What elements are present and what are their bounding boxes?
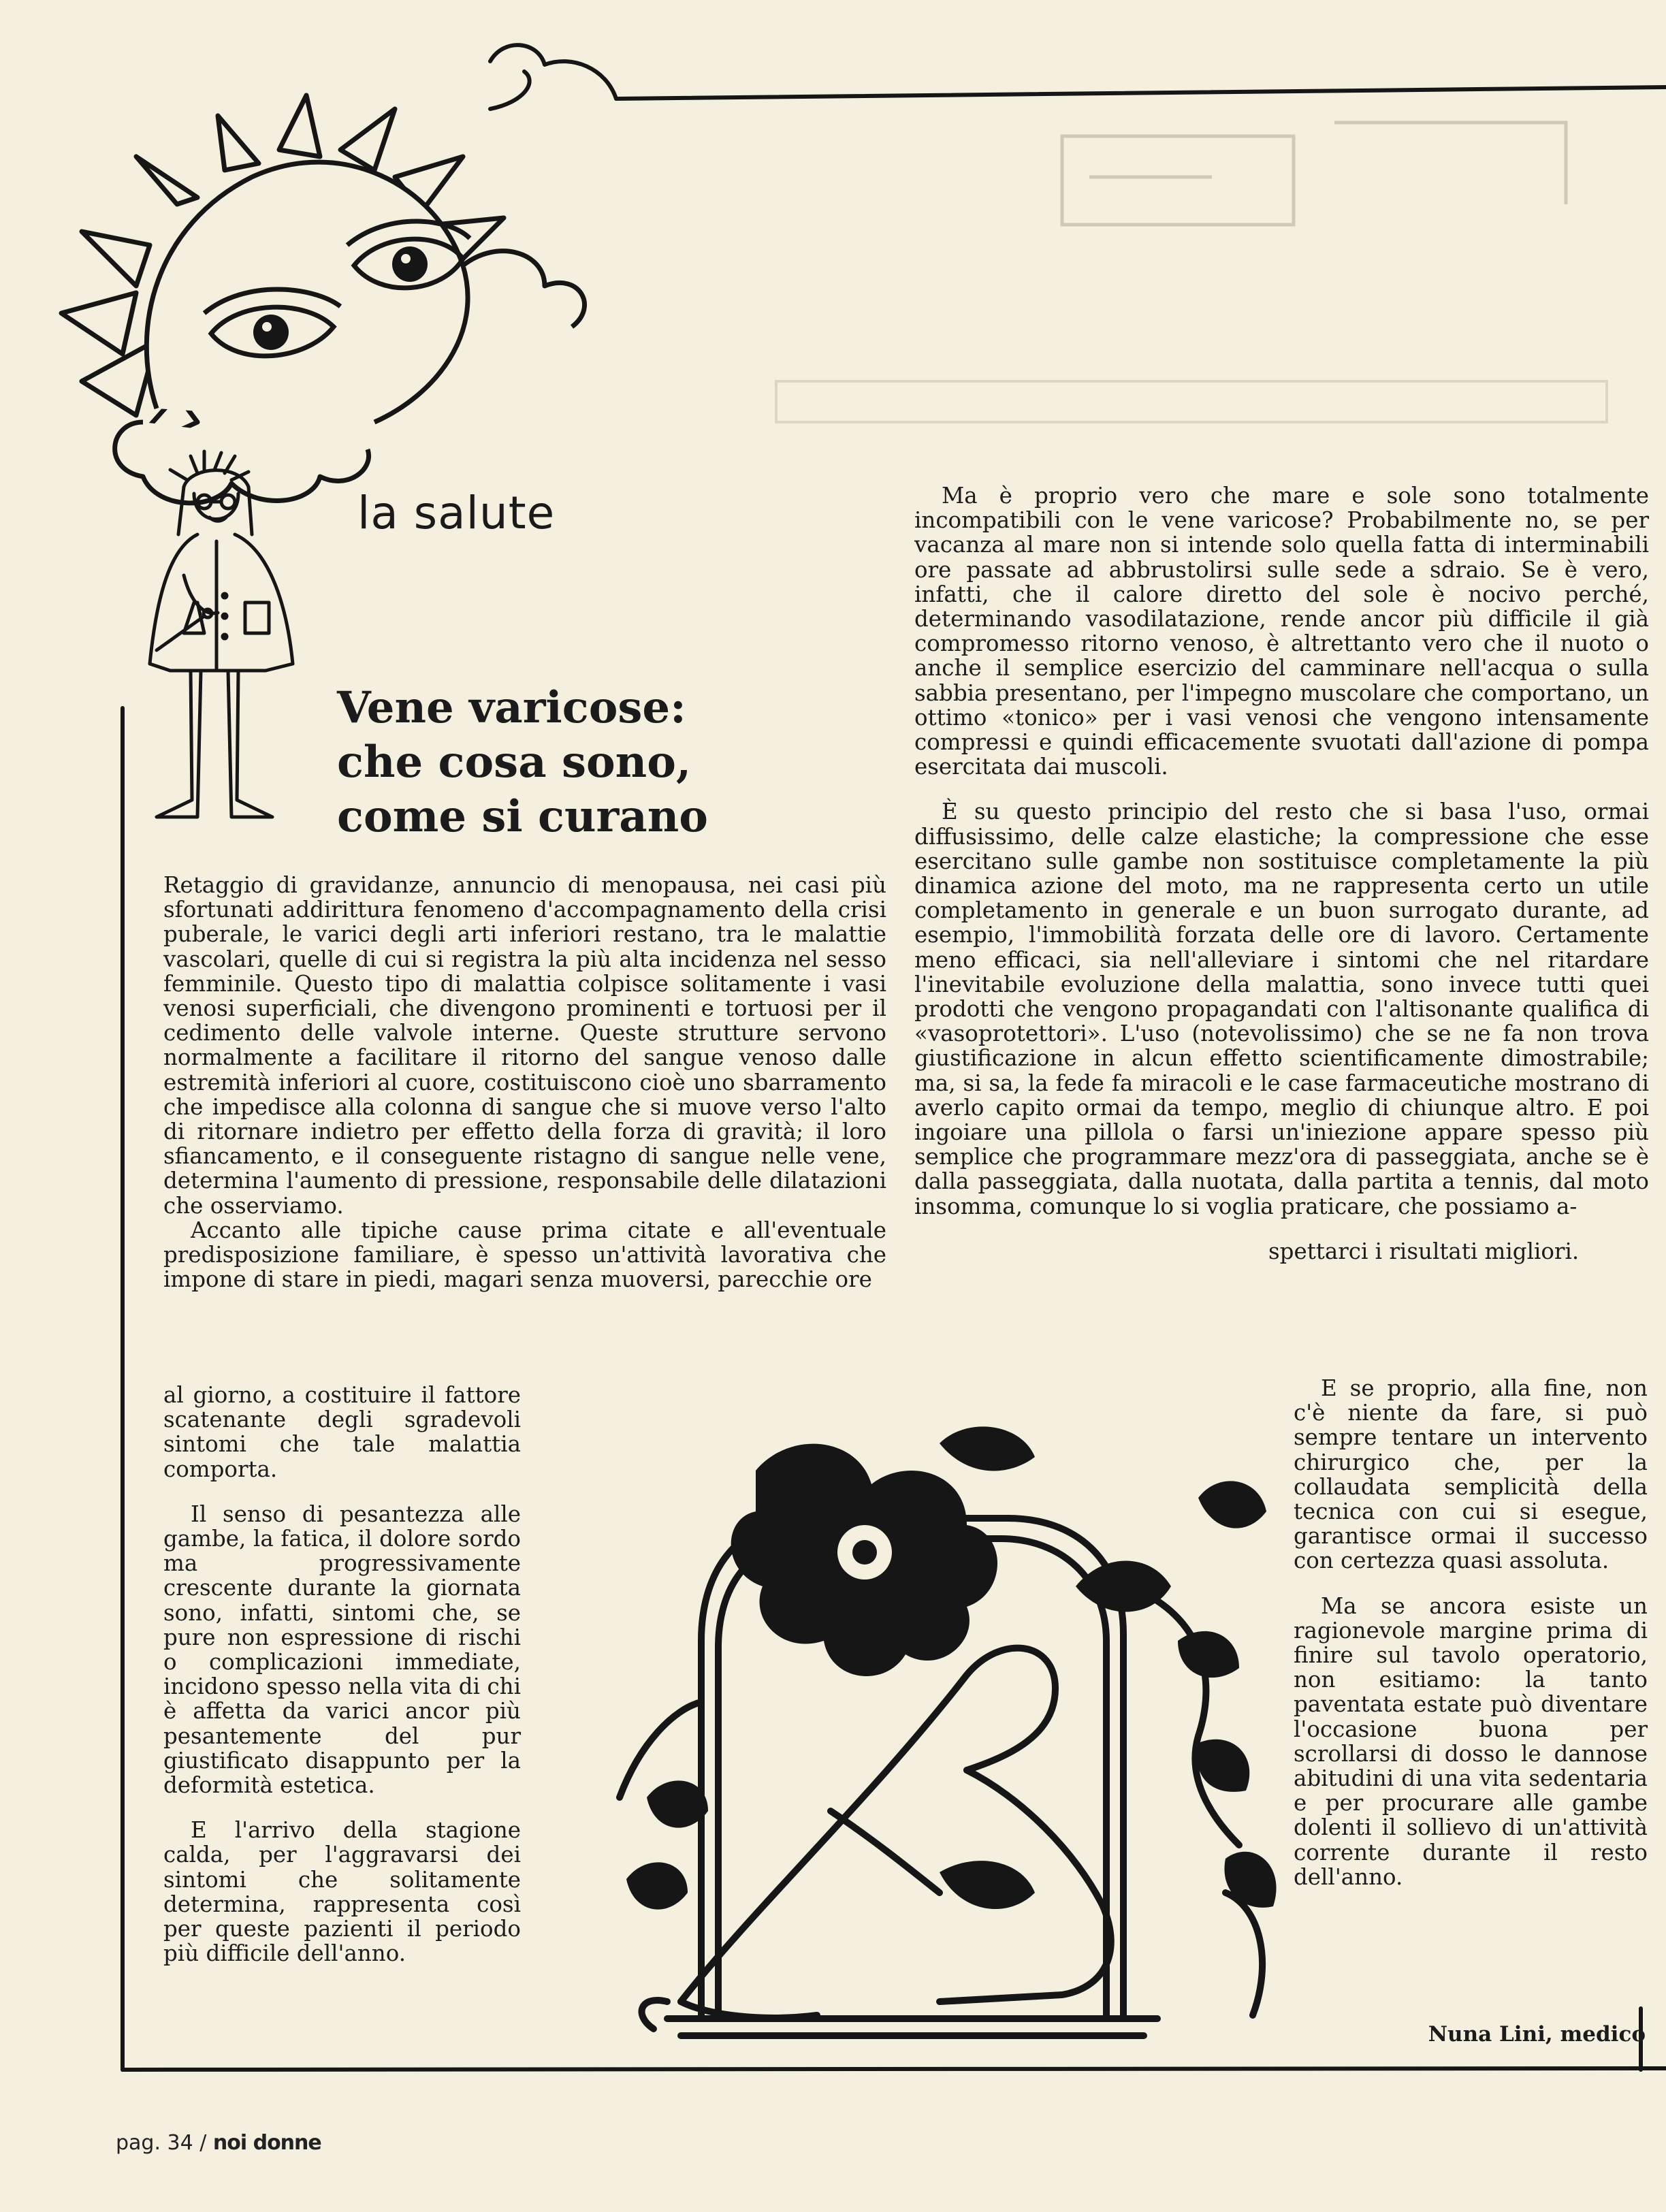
section-label: la salute — [357, 487, 556, 539]
paragraph: E l'arrivo della stagione calda, per l'aggravarsi dei sintomi che solitamente determina, rappresenta così per queste pazienti il periodo più difficile dell'anno. — [163, 1817, 521, 1967]
paragraph: Il senso di pesantezza alle gambe, la fatica, il dolore sordo ma progressivamente crescente durante la giornata sono, infatti, sintomi che, se pure non espressione di rischi o complicazioni immediate, incidono spesso nella vita di chi è affetta da varici ancor più pesantemente del pur giustificato disappunto per la deformità estetica. — [163, 1501, 521, 1799]
headline-line-1: Vene varicose: — [337, 682, 686, 733]
paragraph: Ma se ancora esiste un ragionevole margine prima di finire sul tavolo operatorio, non esitiamo: la tanto paventata estate può diventare l'occasione buona per scrollarsi di dosso le dannose abitudini di una vita sedentaria e per procurare alle gambe dolenti il sollievo di un'attività corrente durante il resto dell'anno. — [1294, 1592, 1648, 1890]
art-nouveau-legs-illustration — [586, 1416, 1294, 2063]
article-column-right-wide — [914, 483, 1649, 1264]
headline-line-2: che cosa sono, — [337, 737, 692, 788]
paragraph: È su questo principio del resto che si basa l'uso, ormai diffusissimo, delle calze elastiche; la compressione che esse esercitano sulle gambe non sostituisce completamente la più dinamica azione del moto, ma ne rappresenta certo un utile completamento in generale e un buon surrogato durante, ad esempio, l'immobilità forzata delle ore di lavoro. Certamente meno efficaci, sia nell'alleviare i sintomi che nel ritardare l'inevitabile evoluzione della malattia, sono invece tutti quei prodotti che vengono propagandati con l'altisonante qualifica di «vasoprotettori». L'uso (notevolissimo) che se ne fa non trova giustificazione in alcun effetto scientificamente dimostrabile; ma, si sa, la fede fa miracoli e le case farmaceutiche mostrano di averlo capito ormai da tempo, meglio di chiunque altro. E poi ingoiare una pillola o farsi un'iniezione appare spesso più semplice che programmare mezz'ora di passeggiata, anche se è dalla passeggiata, dalla nuotata, dalla partita a tennis, dal moto insomma, comunque lo si voglia praticare, che possiamo a- — [914, 799, 1649, 1219]
author-byline: Nuna Lini, medico — [1428, 2022, 1646, 2047]
page-number: pag. 34 / — [116, 2131, 207, 2155]
headline-line-3: come si curano — [337, 791, 708, 842]
paragraph: al giorno, a costituire il fattore scatenante degli sgradevoli sintomi che tale malattia comporta. — [163, 1382, 521, 1482]
article-column-left-narrow — [163, 1383, 521, 1966]
paragraph: Accanto alle tipiche cause prima citate e all'eventuale predisposizione familiare, è spesso un'attività lavorativa che impone di stare in piedi, magari senza muoversi, parecchie ore — [163, 1217, 886, 1293]
paragraph: Retaggio di gravidanze, annuncio di menopausa, nei casi più sfortunati addirittura fenomeno d'accompagnamento della crisi puberale, le varici degli arti inferiori restano, tra le malattie vascolari, quelle di cui si registra la più alta incidenza nel sesso femminile. Questo tipo di malattia colpisce solitamente i vasi venosi superficiali, che divengono prominenti e tortuosi per il cedimento delle valvole interne. Queste strutture servono normalmente a facilitare il ritorno del sangue venoso dalle estremità inferiori al cuore, costituiscono cioè uno sbarramento che impedisce alla colonna di sangue che si muove verso l'alto di ritornare indietro per effetto della forza di gravità; il loro sfiancamento, e il conseguente ristagno di sangue nelle vene, determina l'aumento di pressione, responsabile delle dilatazioni che osserviamo. — [163, 872, 886, 1219]
paragraph: E se proprio, alla fine, non c'è niente da fare, si può sempre tentare un intervento chirurgico che, per la collaudata semplicità della tecnica con cui si esegue, garantisce ormai il successo con certezza quasi assoluta. — [1294, 1375, 1648, 1574]
article-column-right-narrow — [1294, 1376, 1648, 1889]
paragraph: Ma è proprio vero che mare e sole sono totalmente incompatibili con le vene varicose? Probabilmente no, se per vacanza al mare non si intende solo quella fatta di interminabili ore passate ad abbrustolirsi sulle sede a sdraio. Se è vero, infatti, che il calore diretto del sole è nocivo perché, determinando vasodilatazione, rende ancor più difficile il già compromesso ritorno venoso, è altrettanto vero che il nuoto o anche il semplice esercizio del camminare nell'acqua o sulla sabbia presentano, per l'impegno muscolare che comportano, un ottimo «tonico» per i vasi venosi che vengono intensamente compressi e quindi efficacemente svuotati dall'azione di pompa esercitata dai muscoli. — [914, 483, 1649, 780]
article-column-left-wide — [163, 873, 886, 1292]
magazine-brand: noi donne — [212, 2131, 321, 2155]
page-footer — [116, 2131, 321, 2155]
article-headline — [337, 681, 773, 844]
paragraph: spettarci i risultati migliori. — [1268, 1238, 1580, 1264]
doctor-illustration — [129, 446, 347, 854]
